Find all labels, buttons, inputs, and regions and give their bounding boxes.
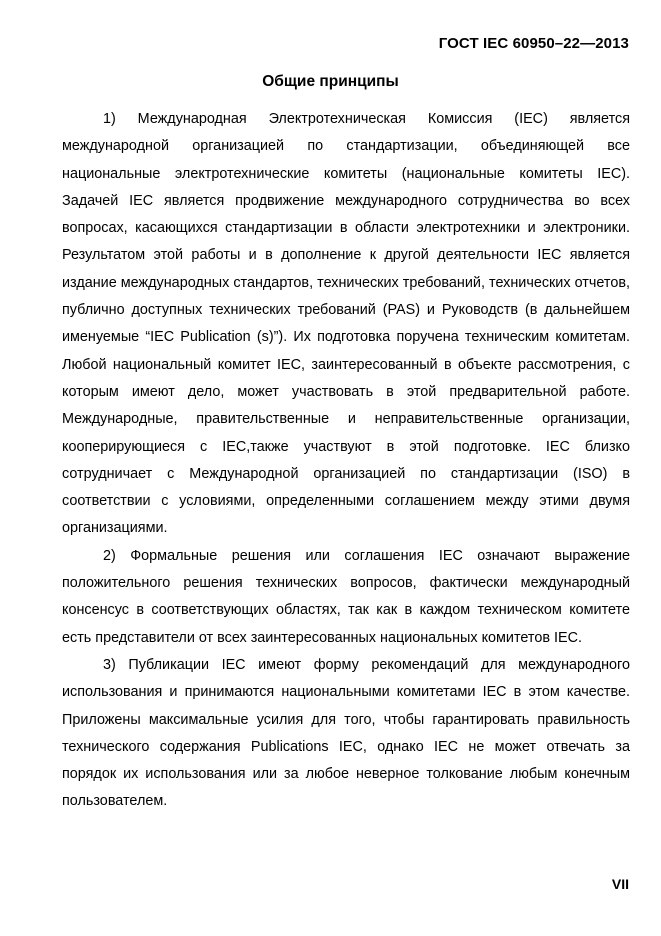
body-text xyxy=(62,106,630,816)
paragraph-1: 1) Международная Электротехническая Комиссия (IEC) является международной организацией по стандартизации, объединяющей все национальные электротехнические комитеты (национальные комитеты IEC). Задачей IEC является продвижение международного сотрудничества во всех вопросах, касающихся стандартизации в области электротехники и электроники. Результатом этой работы и в дополнение к другой деятельности IEC является издание международных стандартов, технических требований, технических отчетов, публично доступных технических требований (PAS) и Руководств (в дальнейшем именуемые “IEC Publication (s)”). Их подготовка поручена техническим комитетам. Любой национальный комитет IEC, заинтересованный в объекте рассмотрения, с которым имеют дело, может участвовать в этой предварительной работе. Международные, правительственные и неправительственные организации, кооперирующиеся с IEC,также участвуют в этой подготовке. IEC близко сотрудничает с Международной организацией по стандартизации (ISO) в соответствии с условиями, определенными соглашением между этими двумя организациями. xyxy=(62,111,630,537)
standard-designation: ГОСТ IEC 60950–22—2013 xyxy=(438,35,629,52)
paragraph-3: 3) Публикации IEC имеют форму рекомендаций для международного использования и принимаются национальными комитетами IEC в этом качестве. Приложены максимальные усилия для того, чтобы гарантировать правильность технического содержания Publications IEC, однако IEC не может отвечать за порядок их использования или за любое неверное толкование любым конечным пользователем. xyxy=(62,656,630,810)
page-number: VII xyxy=(611,876,629,892)
page-title: Общие принципы xyxy=(262,73,399,90)
paragraph-2: 2) Формальные решения или соглашения IEC означают выражение положительного решения технических вопросов, фактически международный консенсус в соответствующих областях, так как в каждом техническом комитете есть представители от всех заинтересованных национальных комитетов IEC. xyxy=(62,547,630,646)
